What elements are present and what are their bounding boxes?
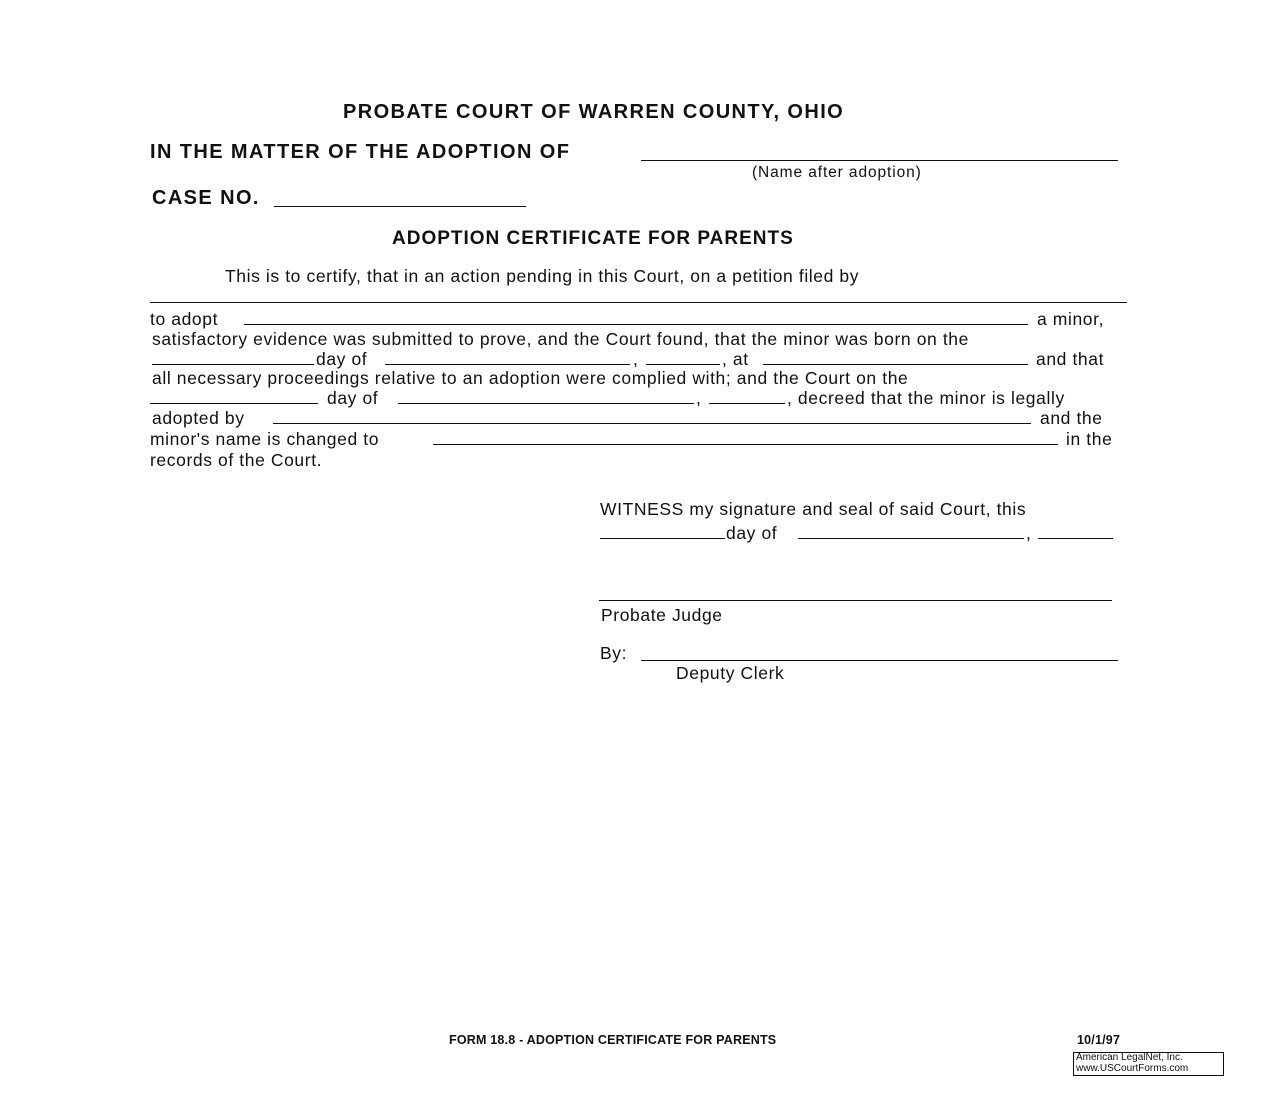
witness-text: WITNESS my signature and seal of said Court, this [600,499,1027,519]
birth-year-line[interactable] [646,364,720,365]
by-label: By: [600,643,628,663]
witness-year-line[interactable] [1038,538,1113,539]
witness-day-line[interactable] [600,538,725,539]
birth-day-of-label: day of [316,349,368,369]
witness-day-of-label: day of [726,523,778,543]
and-that-label: and that [1036,349,1105,369]
proceedings-text: all necessary proceedings relative to an adoption were complied with; and the Court on the [152,368,909,388]
and-the-label: and the [1040,408,1103,428]
certificate-title: ADOPTION CERTIFICATE FOR PARENTS [392,228,794,249]
decree-day-line[interactable] [150,403,318,404]
intro-text: This is to certify, that in an action pending in this Court, on a petition filed by [225,266,860,286]
petitioner-line[interactable] [150,302,1127,303]
case-no-line[interactable] [274,206,526,207]
new-name-line[interactable] [433,444,1058,445]
evidence-text: satisfactory evidence was submitted to prove, and the Court found, that the minor was born on the [152,329,969,349]
form-date: 10/1/97 [1077,1033,1121,1047]
case-no-label: CASE NO. [152,187,260,209]
birth-day-line[interactable] [152,364,314,365]
matter-label: IN THE MATTER OF THE ADOPTION OF [150,141,571,163]
birth-comma: , [633,349,639,369]
adoptee-name-line[interactable] [641,160,1118,161]
form-footer: FORM 18.8 - ADOPTION CERTIFICATE FOR PARENTS [449,1033,777,1047]
brand-box [1073,1052,1224,1076]
decree-comma: , [696,388,702,408]
adoptive-parents-line[interactable] [273,423,1031,424]
adopted-by-label: adopted by [152,408,245,428]
clerk-signature-line[interactable] [641,660,1118,661]
decree-day-of-label: day of [327,388,379,408]
decreed-text: , decreed that the minor is legally [787,388,1065,408]
minor-name-line[interactable] [244,324,1028,325]
court-title: PROBATE COURT OF WARREN COUNTY, OHIO [343,101,845,123]
judge-signature-line[interactable] [599,600,1112,601]
birth-at-label: , at [722,349,749,369]
a-minor-label: a minor, [1037,309,1105,329]
to-adopt-label: to adopt [150,309,219,329]
witness-month-line[interactable] [798,538,1024,539]
records-text: records of the Court. [150,450,323,470]
in-the-label: in the [1066,429,1113,449]
decree-month-line[interactable] [398,403,694,404]
decree-year-line[interactable] [709,403,785,404]
birth-place-line[interactable] [763,364,1028,365]
name-after-adoption-hint: (Name after adoption) [752,164,922,181]
name-changed-label: minor's name is changed to [150,429,380,449]
witness-comma: , [1026,523,1032,543]
deputy-clerk-label: Deputy Clerk [676,663,785,683]
brand-url: www.USCourtForms.com [1076,1062,1189,1074]
brand-name: American LegalNet, Inc. [1076,1052,1183,1063]
probate-judge-label: Probate Judge [601,605,723,625]
birth-month-line[interactable] [385,364,630,365]
